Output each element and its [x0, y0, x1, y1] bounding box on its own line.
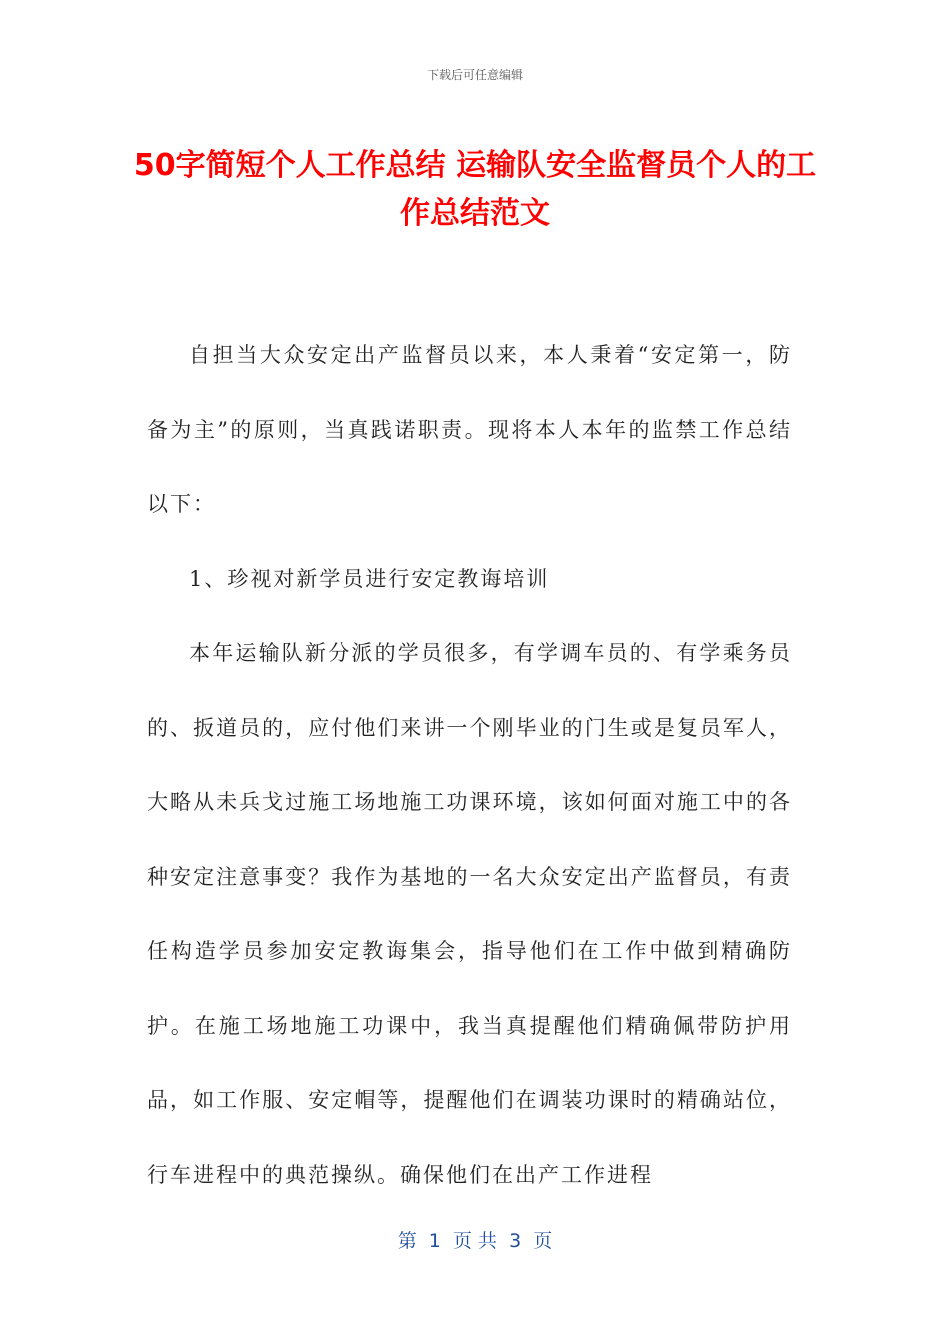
paragraph-section-heading: 1、珍视对新学员进行安定教诲培训 — [189, 566, 550, 591]
page-number: 第 1 页 共 3 页 — [397, 1230, 553, 1252]
paragraph-intro: 自担当大众安定出产监督员以来，本人秉着“安定第一，防备为主”的原则，当真践诺职责。现将本人本年的监禁工作总结以下： — [147, 343, 792, 516]
document-body — [147, 318, 792, 1212]
paragraph-body: 本年运输队新分派的学员很多，有学调车员的、有学乘务员的、扳道员的，应付他们来讲一个刚毕业的门生或是复员军人，大略从未兵戈过施工场地施工功课环境，该如何面对施工中的各种安定注意事变？我作为基地的一名大众安定出产监督员，有责任构造学员参加安定教诲集会，指导他们在工作中做到精确防护。在施工场地施工功课中，我当真提醒他们精确佩带防护用品，如工作服、安定帽等，提醒他们在调装功课时的精确站位，行车进程中的典范操纵。确保他们在出产工作进程 — [147, 641, 792, 1187]
page-header-note: 下载后可任意编辑 — [426, 68, 523, 82]
document-title: 50字简短个人工作总结 运输队安全监督员个人的工作总结范文 — [133, 148, 817, 231]
